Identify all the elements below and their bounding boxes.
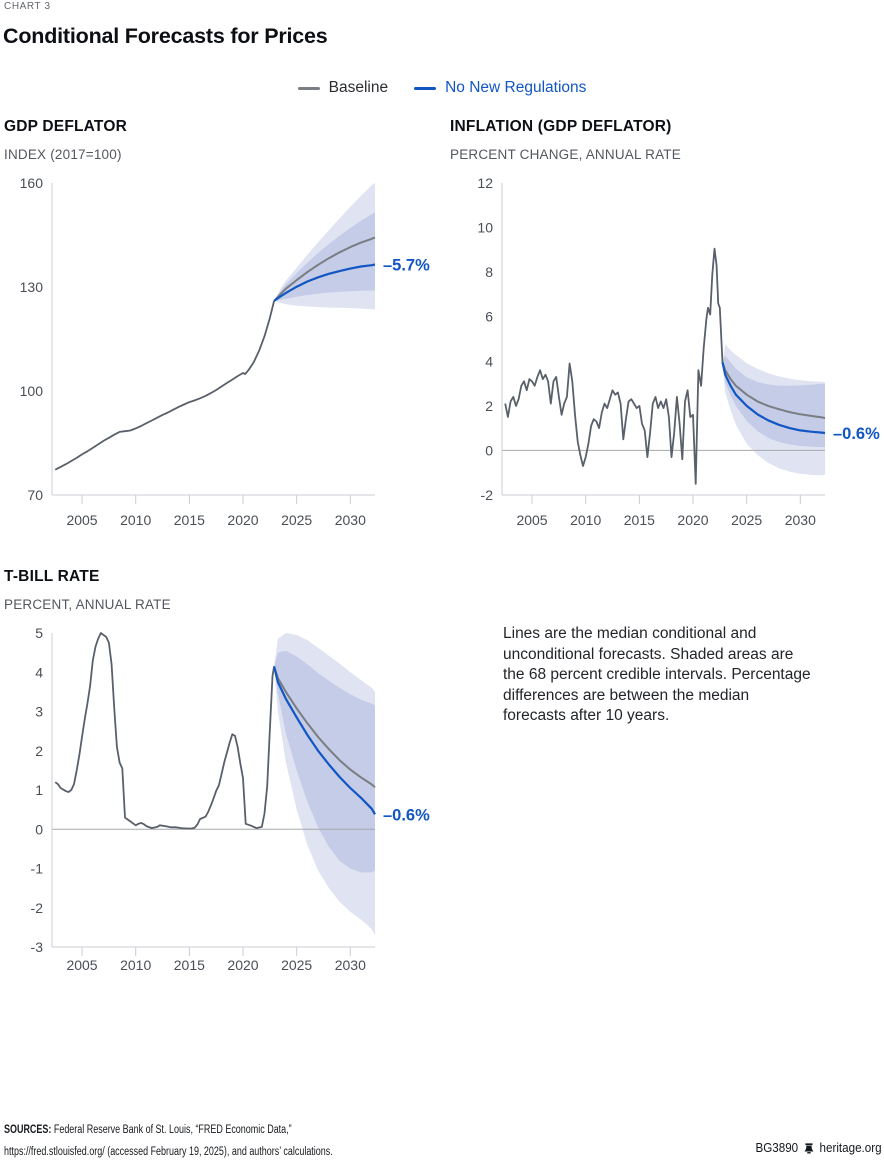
svg-text:2025: 2025 xyxy=(281,512,313,528)
inflation-chart xyxy=(442,165,884,537)
svg-text:2005: 2005 xyxy=(66,957,98,973)
svg-text:2015: 2015 xyxy=(623,512,655,528)
svg-text:2030: 2030 xyxy=(784,512,816,528)
svg-text:2030: 2030 xyxy=(334,957,366,973)
no-new-regulations-legend-swatch xyxy=(414,87,436,90)
credible-interval-bands xyxy=(723,345,826,476)
svg-text:130: 130 xyxy=(19,279,43,295)
svg-text:12: 12 xyxy=(477,175,493,191)
report-code: BG3890 xyxy=(755,1141,799,1155)
svg-text:-2: -2 xyxy=(30,899,43,916)
liberty-bell-icon xyxy=(803,1142,815,1155)
chart-kicker: CHART 3 xyxy=(4,1,51,12)
svg-text:2020: 2020 xyxy=(677,512,709,528)
svg-text:2025: 2025 xyxy=(731,512,763,528)
svg-text:70: 70 xyxy=(27,487,43,503)
axes xyxy=(477,175,825,528)
svg-text:2020: 2020 xyxy=(227,512,259,528)
axes xyxy=(20,175,375,528)
plot-1 xyxy=(442,165,884,537)
svg-text:3: 3 xyxy=(35,703,43,720)
historical-series xyxy=(505,249,722,484)
gdp-deflator-chart xyxy=(0,165,442,537)
footer-brand xyxy=(756,1141,882,1155)
svg-text:2: 2 xyxy=(485,397,493,414)
svg-text:2005: 2005 xyxy=(516,512,548,528)
svg-text:-1: -1 xyxy=(30,860,43,877)
svg-text:2015: 2015 xyxy=(173,957,205,973)
sources-label: SOURCES: xyxy=(4,1124,54,1136)
gdp-deflator-title: GDP DEFLATOR xyxy=(4,118,127,135)
gdp-deflator-subtitle: INDEX (2017=100) xyxy=(4,147,122,162)
svg-text:2025: 2025 xyxy=(281,957,313,973)
plot-2 xyxy=(0,615,442,987)
svg-text:2015: 2015 xyxy=(173,512,205,528)
inflation-subtitle: PERCENT CHANGE, ANNUAL RATE xyxy=(450,147,681,162)
svg-text:4: 4 xyxy=(35,664,43,681)
svg-text:5: 5 xyxy=(35,625,43,641)
svg-text:2: 2 xyxy=(35,742,43,759)
legend xyxy=(0,79,884,97)
svg-text:2010: 2010 xyxy=(120,957,152,973)
brand-url: heritage.org xyxy=(819,1141,882,1155)
svg-text:2010: 2010 xyxy=(120,512,152,528)
svg-text:-2: -2 xyxy=(480,487,493,503)
svg-text:2005: 2005 xyxy=(66,512,98,528)
svg-text:1: 1 xyxy=(35,782,43,798)
svg-text:-3: -3 xyxy=(30,939,43,955)
svg-text:10: 10 xyxy=(477,219,493,236)
historical-series xyxy=(55,301,274,470)
credible-interval-bands xyxy=(274,633,375,935)
historical-series xyxy=(55,633,274,829)
svg-text:0: 0 xyxy=(35,821,43,838)
figure-note: Lines are the median conditional and unconditional forecasts. Shaded areas are the 68 percent credible intervals. Percentage differences are between the median forecasts after 10 years. xyxy=(503,625,811,724)
baseline-legend-label: Baseline xyxy=(328,79,389,96)
plot-0 xyxy=(0,165,442,537)
svg-text:100: 100 xyxy=(19,383,43,399)
svg-text:8: 8 xyxy=(485,264,493,281)
svg-text:4: 4 xyxy=(485,353,493,370)
svg-text:160: 160 xyxy=(19,175,43,191)
t-bill-rate-chart xyxy=(0,615,442,987)
difference-annotation: –5.7% xyxy=(383,256,430,275)
baseline-legend-swatch xyxy=(298,87,320,90)
t-bill-rate-title: T-BILL RATE xyxy=(4,568,100,585)
t-bill-rate-subtitle: PERCENT, ANNUAL RATE xyxy=(4,597,171,612)
svg-text:2010: 2010 xyxy=(570,512,602,528)
no-new-regulations-legend-label: No New Regulations xyxy=(445,79,587,96)
sources-line-1 xyxy=(4,1120,333,1142)
difference-annotation: –0.6% xyxy=(833,425,880,444)
sources-line-2: https://fred.stlouisfed.org/ (accessed February 19, 2025), and authors’ calculations. xyxy=(4,1145,333,1158)
page-title: Conditional Forecasts for Prices xyxy=(3,24,328,48)
sources-note xyxy=(4,1120,333,1161)
inflation-title: INFLATION (GDP DEFLATOR) xyxy=(450,118,672,135)
svg-text:2030: 2030 xyxy=(334,512,366,528)
svg-text:0: 0 xyxy=(485,442,493,459)
difference-annotation: –0.6% xyxy=(383,806,430,825)
sources-text: Federal Reserve Bank of St. Louis, “FRED Economic Data,” xyxy=(53,1124,292,1136)
svg-text:6: 6 xyxy=(485,308,493,325)
svg-text:2020: 2020 xyxy=(227,957,259,973)
